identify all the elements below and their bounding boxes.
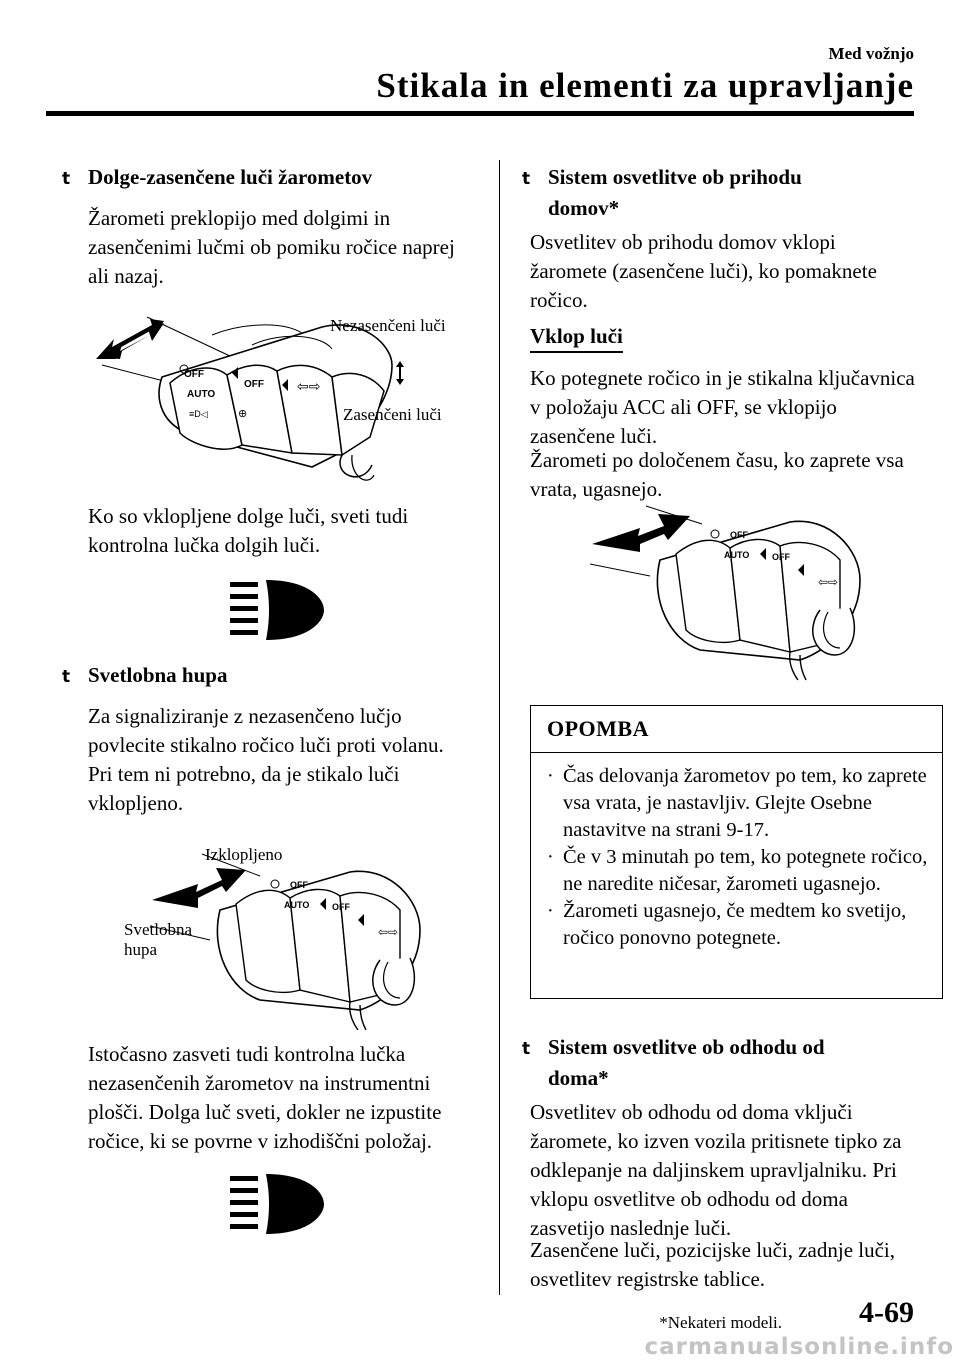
- paragraph: Ko so vklopljene dolge luči, sveti tudi kontrolna lučka dolgih luči.: [88, 504, 409, 557]
- switch-off-text: OFF: [332, 902, 350, 912]
- paragraph: Istočasno zasveti tudi kontrolna lučka nezasenčenih žarometov na instrumentni plošči. Dolga luč sveti, dokler ne izpustite ročice, ki se povrne v izhodiščni položaj.: [88, 1042, 442, 1153]
- paragraph: Osvetlitev ob prihodu domov vklopi žaromete (zasenčene luči), ko pomaknete ročico.: [530, 230, 877, 312]
- column-divider: [499, 160, 500, 1295]
- arrow-icon: [592, 514, 690, 552]
- paragraph: Žarometi po določenem času, ko zaprete vsa vrata, ugasnejo.: [530, 448, 904, 501]
- label-high-beam: Nezasenčeni luči: [330, 316, 446, 335]
- bullet-icon: t: [522, 169, 531, 189]
- switch-off-text: OFF: [244, 379, 264, 390]
- svg-text:⇦⇨: ⇦⇨: [818, 575, 839, 589]
- label-flash-1: Svetlobna: [124, 920, 192, 939]
- paragraph: Žarometi preklopijo med dolgimi in zasenčenimi lučmi ob pomiku ročice naprej ali nazaj.: [88, 206, 455, 288]
- switch-off-text: OFF: [730, 530, 748, 540]
- heading-flash-to-pass: [62, 660, 482, 693]
- subheading-lights-on: Vklop luči: [530, 324, 623, 353]
- heading-leaving-home: [522, 1032, 922, 1094]
- label-off: Izklopljeno: [205, 845, 283, 864]
- paragraph: Ko potegnete ročico in je stikalna ključavnica v položaju ACC ali OFF, se vklopijo zasenčene luči.: [530, 366, 915, 448]
- note-heading: OPOMBA: [531, 706, 942, 753]
- note-item: · Če v 3 minutah po tem, ko potegnete ročico, ne naredite ničesar, žarometi ugasnejo.: [547, 846, 928, 895]
- label-low-beam: Zasenčeni luči: [343, 405, 442, 424]
- bullet-icon: t: [522, 1039, 531, 1059]
- heading-high-low-beam: [62, 162, 482, 195]
- note-list: [531, 753, 942, 962]
- switch-off-text: OFF: [184, 369, 204, 380]
- bullet-icon: t: [62, 169, 71, 189]
- high-beam-indicator-icon: [228, 1172, 328, 1236]
- header-rule: [46, 111, 914, 116]
- heading-text: doma*: [548, 1066, 609, 1090]
- switch-off-text: OFF: [772, 552, 790, 562]
- note-box: [530, 705, 943, 999]
- bullet-icon: t: [62, 667, 71, 687]
- paragraph: Zasenčene luči, pozicijske luči, zadnje luči, osvetlitev registrske tablice.: [530, 1238, 896, 1291]
- heading-text: Dolge-zasenčene luči žarometov: [88, 165, 373, 189]
- note-item: · Žarometi ugasnejo, če medtem ko svetijo, ročico ponovno potegnete.: [547, 900, 907, 949]
- switch-auto-text: AUTO: [724, 550, 750, 560]
- fog-glyph: ⊕: [238, 408, 248, 420]
- paragraph: Za signaliziranje z nezasenčeno lučjo povlecite stikalno ročico luči proti volanu. Pri tem ni potrebno, da je stikalo luči vklopljeno.: [88, 704, 444, 815]
- heading-text: Sistem osvetlitve ob prihodu: [548, 165, 802, 189]
- heading-text: domov*: [548, 196, 620, 220]
- svg-text:⇦⇨: ⇦⇨: [378, 925, 399, 939]
- figure-flash-to-pass: [150, 840, 440, 1030]
- switch-auto-text: AUTO: [284, 900, 310, 910]
- page-number: 4-69: [859, 1296, 914, 1329]
- high-beam-indicator-icon: [228, 578, 328, 642]
- arrows-glyph: ⇦⇨: [297, 378, 321, 394]
- figure-coming-home: [590, 500, 880, 690]
- heading-text: Svetlobna hupa: [88, 663, 228, 687]
- footnote: *Nekateri modeli.: [659, 1313, 782, 1332]
- double-arrow-icon: [96, 319, 164, 359]
- paragraph: Osvetlitev ob odhodu od doma vključi žaromete, ko izven vozila pritisnete tipko za odklepanje na daljinskem upravljalniku. Pri vklopu osvetlitve ob odhodu od doma zasvetijo naslednje luči.: [530, 1100, 902, 1240]
- arrow-icon: [152, 868, 246, 908]
- switch-auto-text: AUTO: [187, 389, 216, 400]
- light-glyph: ≡D◁: [189, 409, 208, 419]
- watermark: carmanualsonline.info: [644, 1334, 954, 1360]
- switch-off-text: OFF: [290, 880, 308, 890]
- heading-text: Sistem osvetlitve ob odhodu od: [548, 1035, 825, 1059]
- label-flash-2: hupa: [124, 940, 158, 959]
- note-item: · Čas delovanja žarometov po tem, ko zaprete vsa vrata, je nastavljiv. Glejte Osebne nastavitve na strani 9-17.: [547, 765, 927, 841]
- page-title: Stikala in elementi za upravljanje: [376, 66, 914, 105]
- section-name: Med vožnjo: [828, 44, 914, 63]
- heading-coming-home: [522, 162, 922, 224]
